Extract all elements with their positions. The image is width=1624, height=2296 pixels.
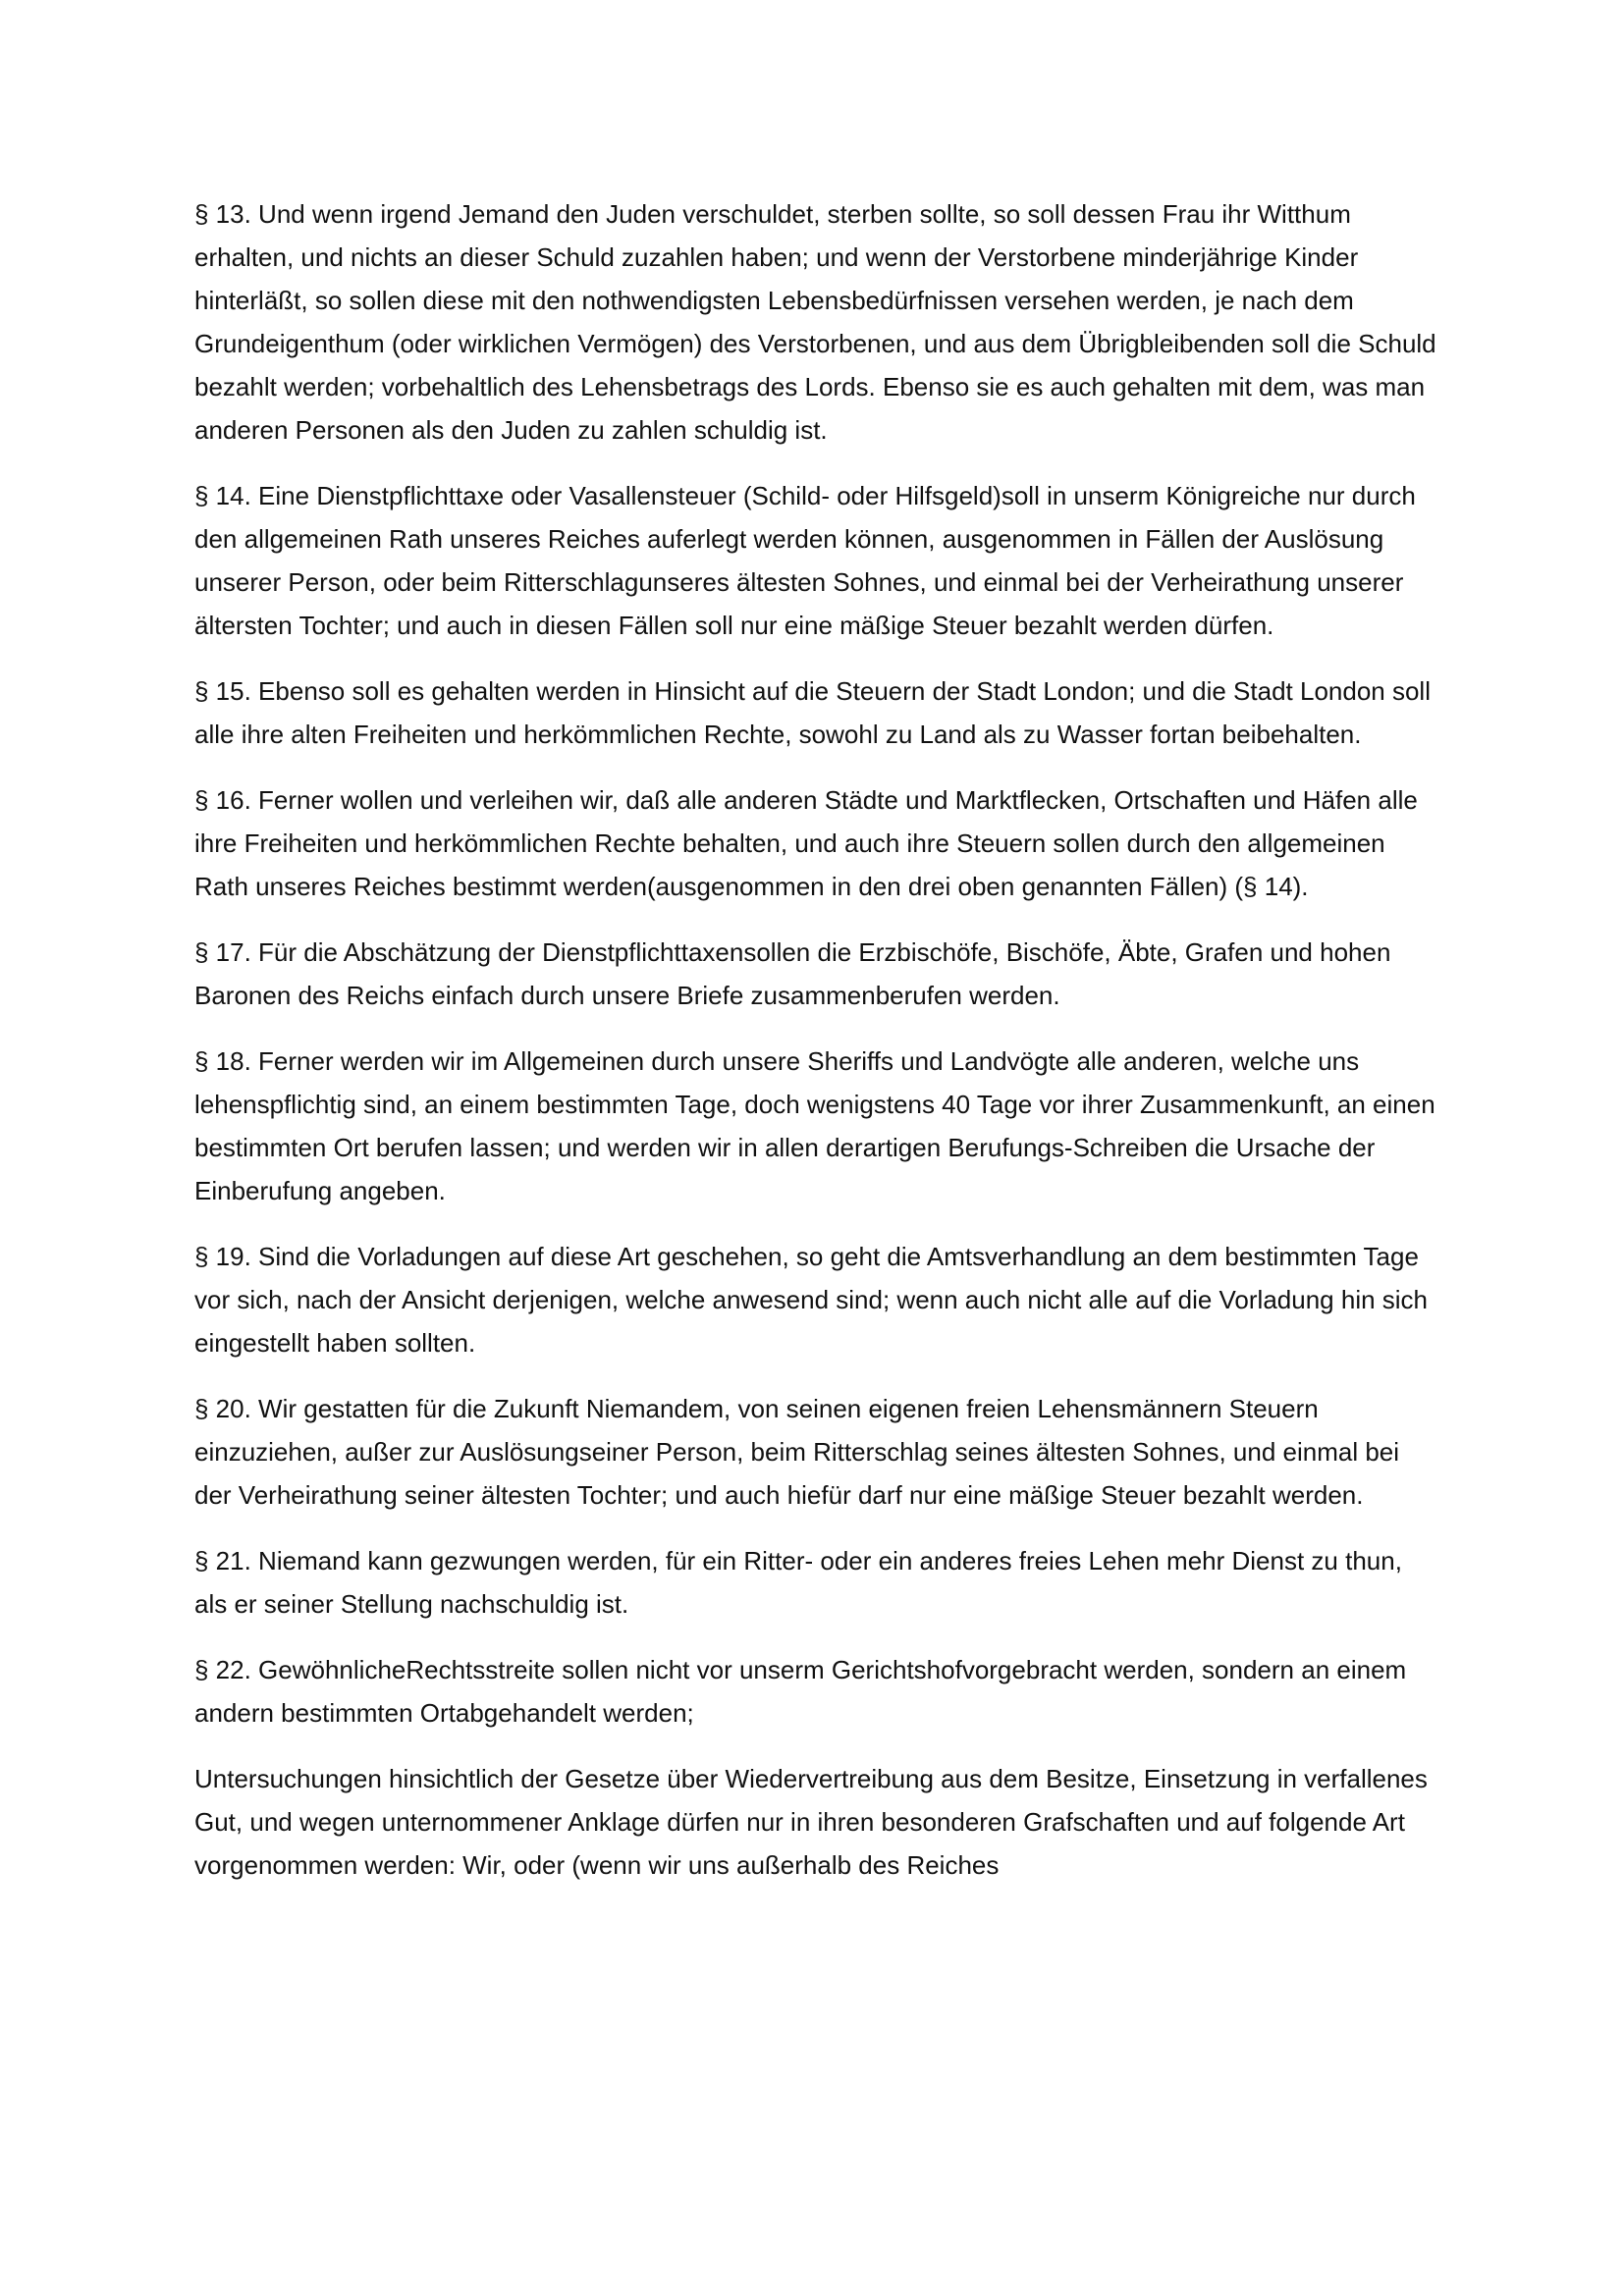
paragraph-19: § 19. Sind die Vorladungen auf diese Art geschehen, so geht die Amtsverhandlung an dem bestimmten Tage vor sich, nach der Ansicht derjenigen, welche anwesend sind; wenn auch nicht alle auf die Vorladung hin sich eingestellt haben sollten.	[194, 1242, 1429, 1358]
paragraph-22-continuation: Untersuchungen hinsichtlich der Gesetze über Wiedervertreibung aus dem Besitze, Einsetzung in verfallenes Gut, und wegen unternommener Anklage dürfen nur in ihren besonderen Grafschaften und auf folgende Art vorgenommen werden: Wir, oder (wenn wir uns außerhalb des Reiches	[194, 1764, 1428, 1880]
paragraph-20: § 20. Wir gestatten für die Zukunft Niemandem, von seinen eigenen freien Lehensmännern Steuern einzuziehen, außer zur Auslösungseiner Person, beim Ritterschlag seines ältesten Sohnes, und einmal bei der Verheirathung seiner ältesten Tochter; und auch hiefür darf nur eine mäßige Steuer bezahlt werden.	[194, 1394, 1400, 1510]
paragraph-17: § 17. Für die Abschätzung der Dienstpflichttaxensollen die Erzbischöfe, Bischöfe, Äbte, Grafen und hohen Baronen des Reichs einfach durch unsere Briefe zusammenberufen werden.	[194, 937, 1391, 1010]
paragraph-14: § 14. Eine Dienstpflichttaxe oder Vasallensteuer (Schild- oder Hilfsgeld)soll in unserm Königreiche nur durch den allgemeinen Rath unseres Reiches auferlegt werden können, ausgenommen in Fällen der Auslösung unserer Person, oder beim Ritterschlagunseres ältesten Sohnes, und einmal bei der Verheirathung unserer ältersten Tochter; und auch in diesen Fällen soll nur eine mäßige Steuer bezahlt werden dürfen.	[194, 481, 1416, 640]
paragraph-22: § 22. GewöhnlicheRechtsstreite sollen nicht vor unserm Gerichtshofvorgebracht werden, sondern an einem andern bestimmten Ortabgehandelt werden;	[194, 1655, 1407, 1728]
paragraph-13: § 13. Und wenn irgend Jemand den Juden verschuldet, sterben sollte, so soll dessen Frau ihr Witthum erhalten, und nichts an dieser Schuld zuzahlen haben; und wenn der Verstorbene minderjährige Kinder hinterläßt, so sollen diese mit den nothwendigsten Lebensbedürfnissen versehen werden, je nach dem Grundeigenthum (oder wirklichen Vermögen) des Verstorbenen, und aus dem Übrigbleibenden soll die Schuld bezahlt werden; vorbehaltlich des Lehensbetrags des Lords. Ebenso sie es auch gehalten mit dem, was man anderen Personen als den Juden zu zahlen schuldig ist.	[194, 199, 1436, 445]
paragraph-21: § 21. Niemand kann gezwungen werden, für ein Ritter- oder ein anderes freies Lehen mehr Dienst zu thun, als er seiner Stellung nachschuldig ist.	[194, 1546, 1402, 1619]
document-body	[194, 192, 1441, 1887]
paragraph-18: § 18. Ferner werden wir im Allgemeinen durch unsere Sheriffs und Landvögte alle anderen, welche uns lehenspflichtig sind, an einem bestimmten Tage, doch wenigstens 40 Tage vor ihrer Zusammenkunft, an einen bestimmten Ort berufen lassen; und werden wir in allen derartigen Berufungs-Schreiben die Ursache der Einberufung angeben.	[194, 1046, 1435, 1205]
paragraph-16: § 16. Ferner wollen und verleihen wir, daß alle anderen Städte und Marktflecken, Ortschaften und Häfen alle ihre Freiheiten und herkömmlichen Rechte behalten, und auch ihre Steuern sollen durch den allgemeinen Rath unseres Reiches bestimmt werden(ausgenommen in den drei oben genannten Fällen) (§ 14).	[194, 785, 1418, 901]
paragraph-15: § 15. Ebenso soll es gehalten werden in Hinsicht auf die Steuern der Stadt London; und die Stadt London soll alle ihre alten Freiheiten und herkömmlichen Rechte, sowohl zu Land als zu Wasser fortan beibehalten.	[194, 676, 1431, 749]
